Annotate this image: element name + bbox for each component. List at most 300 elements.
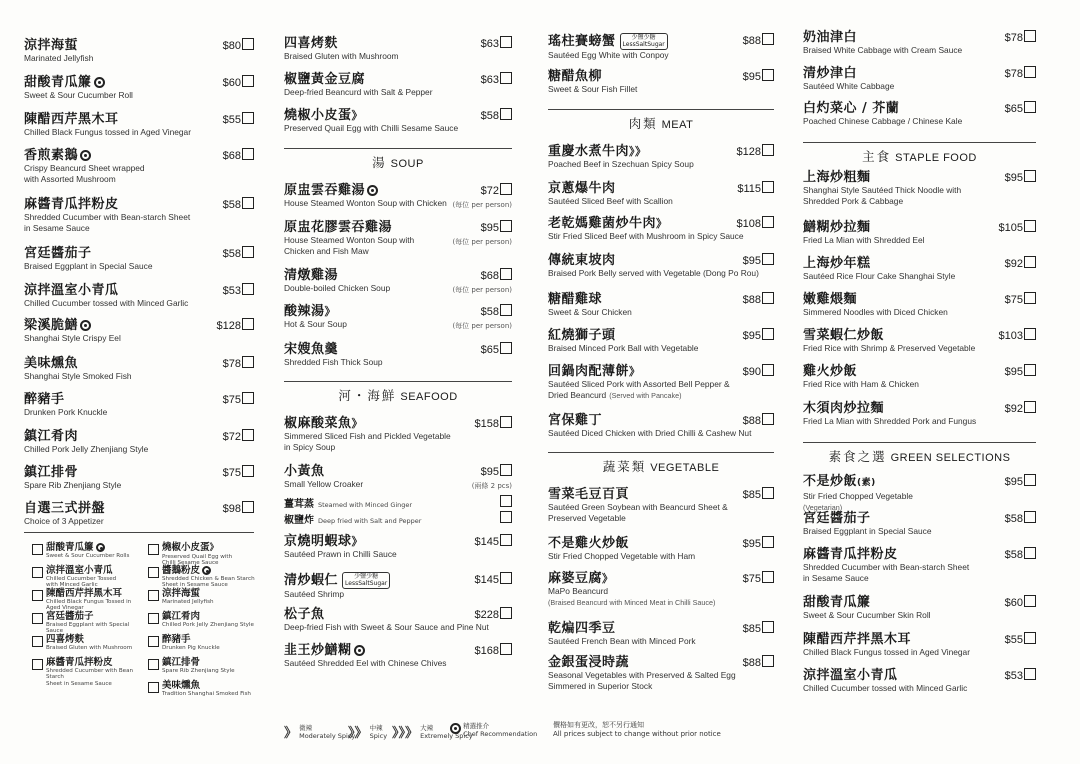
dish-name-en: Shredded Fish Thick Soup bbox=[284, 357, 383, 367]
dish-name-zh-text: 清炒蝦仁 bbox=[284, 573, 339, 588]
dish-name-zh bbox=[548, 253, 774, 268]
price-with-checkbox bbox=[1005, 511, 1036, 525]
dish-name-zh-text: 松子魚 bbox=[284, 607, 325, 622]
menu-item-appetizer-10 bbox=[24, 392, 254, 418]
order-checkbox[interactable] bbox=[1024, 256, 1036, 268]
order-checkbox[interactable] bbox=[1024, 511, 1036, 523]
price-with-checkbox bbox=[1005, 632, 1036, 646]
dish-name-en: Sweet & Sour Cucumber Skin Roll bbox=[803, 610, 931, 620]
price: $65 bbox=[1004, 103, 1023, 115]
price-with-checkbox bbox=[737, 144, 774, 158]
order-checkbox[interactable] bbox=[762, 144, 774, 156]
dish-name-zh bbox=[548, 536, 774, 551]
menu-item-appetizer-5 bbox=[24, 197, 254, 233]
price-with-checkbox bbox=[743, 536, 774, 550]
order-checkbox[interactable] bbox=[242, 356, 254, 368]
choice-name-en: Shredded Chicken & Bean Starch bbox=[162, 576, 255, 582]
dish-name-zh bbox=[284, 268, 512, 283]
choice-checkbox[interactable] bbox=[148, 682, 159, 693]
menu-item-soup-1 bbox=[284, 183, 512, 209]
dish-name-en-line2: Simmered in Superior Stock bbox=[548, 680, 653, 691]
section-divider bbox=[284, 381, 512, 382]
menu-item-appetizer-2 bbox=[24, 75, 254, 101]
price: $58 bbox=[1004, 549, 1023, 561]
price-disclaimer bbox=[553, 721, 721, 739]
dish-name-en: Small Yellow Croaker bbox=[284, 479, 364, 489]
price: $55 bbox=[1004, 634, 1023, 646]
order-checkbox[interactable] bbox=[1024, 364, 1036, 376]
choice-checkbox[interactable] bbox=[32, 659, 43, 670]
menu-item-green-6 bbox=[803, 668, 1036, 694]
appetizer-choice-6 bbox=[148, 588, 260, 605]
price: $88 bbox=[742, 415, 761, 427]
menu-item-appetizer-4 bbox=[24, 148, 254, 184]
dish-name-zh-text: 涼拌溫室小青瓜 bbox=[803, 668, 898, 683]
choice-checkbox[interactable] bbox=[148, 544, 159, 555]
order-checkbox[interactable] bbox=[762, 33, 774, 45]
dish-name-zh bbox=[548, 364, 774, 379]
chili-extra-icon: 》》》 bbox=[392, 726, 419, 741]
choice-checkbox[interactable] bbox=[148, 567, 159, 578]
dish-name-en-line2: Dried Beancurd bbox=[548, 389, 607, 400]
dish-name-en: Stir Fried Chopped Vegetable with Ham bbox=[548, 551, 696, 561]
dish-name-zh-text: 糖醋魚柳 bbox=[548, 69, 603, 84]
dish-name-zh-text: 甜酸青瓜簾 bbox=[24, 75, 92, 90]
price-with-checkbox bbox=[223, 38, 254, 52]
order-checkbox[interactable] bbox=[1024, 170, 1036, 182]
choice-name-en: Tradition Shanghai Smoked Fish bbox=[162, 691, 251, 697]
order-checkbox[interactable] bbox=[1024, 474, 1036, 486]
price-with-checkbox bbox=[223, 465, 254, 479]
dish-name-zh-text: 宮廷醬茄子 bbox=[24, 246, 92, 261]
menu-item-staple-3 bbox=[803, 256, 1036, 282]
order-checkbox[interactable] bbox=[762, 536, 774, 548]
dish-name-zh bbox=[803, 511, 1036, 526]
order-checkbox[interactable] bbox=[1024, 547, 1036, 559]
price-with-checkbox bbox=[1005, 474, 1036, 488]
order-checkbox[interactable] bbox=[242, 197, 254, 209]
dish-name-zh bbox=[284, 36, 512, 51]
order-checkbox[interactable] bbox=[762, 69, 774, 81]
price-with-checkbox bbox=[223, 246, 254, 260]
appetizer-choice-5 bbox=[32, 588, 144, 612]
legend-mild bbox=[284, 722, 355, 741]
chili-icon: 》 bbox=[629, 365, 641, 378]
dish-name-zh bbox=[284, 342, 512, 357]
price: $55 bbox=[222, 114, 241, 126]
appetizer-choice-7 bbox=[32, 611, 144, 635]
dish-name-zh-text: 上海炒年糕 bbox=[803, 256, 871, 271]
order-checkbox[interactable] bbox=[500, 342, 512, 354]
choice-checkbox[interactable] bbox=[32, 613, 43, 624]
order-checkbox[interactable] bbox=[500, 572, 512, 584]
choice-name-zh: 麻醬青瓜拌粉皮 bbox=[46, 657, 113, 668]
menu-item-cabbage-2 bbox=[803, 66, 1036, 92]
dish-name-zh-text: 嫩雞煨麵 bbox=[803, 292, 858, 307]
menu-item-vegetable-2 bbox=[548, 536, 774, 562]
choice-checkbox[interactable] bbox=[148, 590, 159, 601]
price: $78 bbox=[222, 358, 241, 370]
option-checkbox[interactable] bbox=[500, 511, 512, 523]
order-checkbox[interactable] bbox=[762, 216, 774, 228]
option-name-en: Steamed with Minced Ginger bbox=[318, 501, 413, 509]
dish-name-en: Stir Fried Chopped Vegetable bbox=[803, 491, 913, 501]
choice-name-zh: 美味燻魚 bbox=[162, 680, 201, 691]
dish-name-zh bbox=[24, 148, 254, 163]
order-checkbox[interactable] bbox=[242, 246, 254, 258]
dish-name-en: Sautéed Shrimp bbox=[284, 589, 345, 599]
dish-name-en: Sautéed Diced Chicken with Dried Chilli & Cashew Nut bbox=[548, 428, 752, 438]
price-with-checkbox bbox=[223, 356, 254, 370]
dish-name-en: Shanghai Style Crispy Eel bbox=[24, 333, 121, 343]
dish-name-zh bbox=[284, 72, 512, 87]
section-heading-meat bbox=[548, 114, 774, 132]
dish-name-en-line2: with Assorted Mushroom bbox=[24, 173, 116, 184]
less-salt-sugar-en: LessSaltSugar bbox=[345, 579, 388, 587]
choice-name-en-line2: Sheet in Sesame Sauce bbox=[162, 582, 228, 589]
dish-name-en: Shanghai Style Smoked Fish bbox=[24, 371, 132, 381]
price: $115 bbox=[737, 183, 761, 195]
order-checkbox[interactable] bbox=[500, 108, 512, 120]
order-checkbox[interactable] bbox=[1024, 292, 1036, 304]
price-with-checkbox bbox=[737, 216, 774, 230]
price: $95 bbox=[480, 466, 499, 478]
choice-checkbox[interactable] bbox=[32, 590, 43, 601]
dish-name-en: Chilled Black Fungus tossed in Aged Vinegar bbox=[803, 647, 970, 657]
chef-recommendation-icon bbox=[367, 185, 378, 196]
choice-name-en: Spare Rib Zhenjiang Style bbox=[162, 668, 235, 674]
dish-name-en: Marinated Jellyfish bbox=[24, 53, 94, 63]
dish-name-zh-text: 美味燻魚 bbox=[24, 356, 79, 371]
legend-chef-en: Chef Recommendation bbox=[463, 730, 538, 738]
dish-name-zh bbox=[803, 292, 1036, 307]
section-heading-vegetable bbox=[548, 457, 774, 475]
order-checkbox[interactable] bbox=[242, 429, 254, 441]
dish-name-zh-text: 麻婆豆腐 bbox=[548, 571, 603, 586]
dish-name-zh-text: 陳醋西芹拌黑木耳 bbox=[803, 632, 912, 647]
price: $108 bbox=[736, 218, 761, 230]
order-checkbox[interactable] bbox=[1024, 101, 1036, 113]
price-with-checkbox bbox=[743, 487, 774, 501]
order-checkbox[interactable] bbox=[1024, 632, 1036, 644]
order-checkbox[interactable] bbox=[762, 181, 774, 193]
dish-name-en: Sautéed Egg White with Conpoy bbox=[548, 50, 669, 60]
price: $58 bbox=[480, 110, 499, 122]
dish-name-zh-text: 酸辣湯 bbox=[284, 304, 325, 319]
dish-name-en: Sautéed Green Soybean with Beancurd Sheet & bbox=[548, 502, 728, 512]
price-with-checkbox bbox=[743, 292, 774, 306]
choice-checkbox[interactable] bbox=[32, 636, 43, 647]
chili-mild-icon: 》 bbox=[284, 726, 298, 741]
menu-item-appetizer-8 bbox=[24, 318, 254, 344]
order-checkbox[interactable] bbox=[1024, 401, 1036, 413]
order-checkbox[interactable] bbox=[242, 318, 254, 330]
dish-name-zh-text: 鱔糊炒拉麵 bbox=[803, 220, 871, 235]
order-checkbox[interactable] bbox=[500, 416, 512, 428]
order-checkbox[interactable] bbox=[500, 464, 512, 476]
dish-name-en: House Steamed Wonton Soup with bbox=[284, 235, 415, 245]
order-checkbox[interactable] bbox=[1024, 66, 1036, 78]
section-heading-en: MEAT bbox=[661, 119, 694, 131]
dish-name-en: Simmered Sliced Fish and Pickled Vegetable bbox=[284, 431, 451, 441]
order-checkbox[interactable] bbox=[242, 112, 254, 124]
dish-name-zh bbox=[24, 429, 254, 444]
portion-note: (每位 per person) bbox=[452, 201, 512, 209]
order-checkbox[interactable] bbox=[762, 364, 774, 376]
choice-name-zh: 涼拌海蜇 bbox=[162, 588, 201, 599]
price: $158 bbox=[474, 418, 499, 430]
choice-checkbox[interactable] bbox=[148, 613, 159, 624]
price: $75 bbox=[222, 467, 241, 479]
section-heading-zh: 主食 bbox=[862, 149, 892, 164]
chili-icon: 》 bbox=[602, 572, 614, 585]
order-checkbox[interactable] bbox=[762, 413, 774, 425]
menu-item-appetizer-9 bbox=[24, 356, 254, 382]
menu-item-fish-2 bbox=[548, 69, 774, 95]
dish-name-zh-text: 木須肉炒拉麵 bbox=[803, 401, 885, 416]
price-with-checkbox bbox=[217, 318, 254, 332]
order-checkbox[interactable] bbox=[242, 148, 254, 160]
price-with-checkbox bbox=[743, 655, 774, 669]
price: $128 bbox=[736, 146, 761, 158]
choice-name-zh: 醉豬手 bbox=[162, 634, 191, 645]
dish-name-zh bbox=[548, 413, 774, 428]
dish-name-zh-text: 小黃魚 bbox=[284, 464, 325, 479]
price-with-checkbox bbox=[743, 571, 774, 585]
price: $85 bbox=[742, 489, 761, 501]
menu-item-soup-3 bbox=[284, 268, 512, 294]
dish-name-en: Deep-fried Beancurd with Salt & Pepper bbox=[284, 87, 433, 97]
choice-checkbox[interactable] bbox=[32, 567, 43, 578]
order-checkbox[interactable] bbox=[500, 607, 512, 619]
order-checkbox[interactable] bbox=[762, 328, 774, 340]
choice-checkbox[interactable] bbox=[32, 544, 43, 555]
choice-name-zh: 燒椒小皮蛋 bbox=[162, 542, 210, 553]
menu-item-soup-4 bbox=[284, 304, 512, 330]
appetizer-choice-10 bbox=[148, 634, 260, 651]
order-checkbox[interactable] bbox=[1024, 668, 1036, 680]
chili-icon: 》 bbox=[656, 217, 668, 230]
appetizer-choice-8 bbox=[148, 611, 260, 628]
menu-item-appetizer-12 bbox=[24, 465, 254, 491]
section-heading-en: SOUP bbox=[390, 158, 424, 170]
dish-name-zh-text: 韭王炒鱔糊 bbox=[284, 643, 352, 658]
price: $168 bbox=[474, 645, 499, 657]
order-checkbox[interactable] bbox=[1024, 30, 1036, 42]
menu-item-appetizer-3 bbox=[24, 112, 254, 138]
order-checkbox[interactable] bbox=[500, 36, 512, 48]
dish-name-en: MaPo Beancurd bbox=[548, 586, 609, 596]
price: $75 bbox=[222, 394, 241, 406]
price-with-checkbox bbox=[481, 268, 512, 282]
choice-name-zh: 宮廷醬茄子 bbox=[46, 611, 94, 622]
price: $95 bbox=[1004, 476, 1023, 488]
dish-name-zh-text: 甜酸青瓜簾 bbox=[803, 595, 871, 610]
price-with-checkbox bbox=[475, 534, 512, 548]
order-checkbox[interactable] bbox=[762, 571, 774, 583]
price: $88 bbox=[742, 657, 761, 669]
section-divider bbox=[803, 442, 1036, 443]
dish-name-zh-text: 重慶水煮牛肉 bbox=[548, 144, 630, 159]
dish-name-zh bbox=[803, 66, 1036, 81]
dish-name-zh-text: 醉豬手 bbox=[24, 392, 65, 407]
menu-item-vegetable-1 bbox=[548, 487, 774, 523]
price: $53 bbox=[222, 285, 241, 297]
section-heading-en: SEAFOOD bbox=[400, 391, 458, 403]
dish-name-zh-text: 奶油津白 bbox=[803, 30, 858, 45]
dish-name-zh bbox=[24, 197, 254, 212]
section-heading-staple-food bbox=[803, 147, 1036, 165]
price: $63 bbox=[480, 38, 499, 50]
dish-name-en: Sautéed French Bean with Minced Pork bbox=[548, 636, 696, 646]
order-checkbox[interactable] bbox=[762, 621, 774, 633]
dish-name-zh-text: 鎮江肴肉 bbox=[24, 429, 79, 444]
menu-item-cabbage-1 bbox=[803, 30, 1036, 56]
choice-name-en: Braised Eggplant with Special Sauce bbox=[46, 622, 130, 635]
dish-name-zh bbox=[803, 474, 1036, 491]
choice-name-zh: 陳醋西芹拌黑木耳 bbox=[46, 588, 123, 599]
menu-item-soup-2 bbox=[284, 220, 512, 256]
price: $60 bbox=[1004, 597, 1023, 609]
dish-name-zh-text: 椒麻酸菜魚 bbox=[284, 416, 352, 431]
dish-name-zh-text: 香煎素鵝 bbox=[24, 148, 79, 163]
dish-name-en: Chilled Cucumber tossed with Minced Garlic bbox=[803, 683, 968, 693]
price: $95 bbox=[742, 71, 761, 83]
choice-checkbox[interactable] bbox=[148, 659, 159, 670]
order-checkbox[interactable] bbox=[1024, 328, 1036, 340]
section-heading-green-selections bbox=[803, 447, 1036, 465]
order-checkbox[interactable] bbox=[242, 501, 254, 513]
menu-item-meat-2 bbox=[548, 181, 774, 207]
menu-item-vegetable-4 bbox=[548, 621, 774, 647]
menu-item-staple-5 bbox=[803, 328, 1036, 354]
appetizer-choice-3 bbox=[32, 565, 144, 589]
order-checkbox[interactable] bbox=[500, 534, 512, 546]
dish-name-zh-text: 燒椒小皮蛋 bbox=[284, 108, 352, 123]
chef-recommendation-icon bbox=[96, 543, 105, 552]
menu-item-staple-7 bbox=[803, 401, 1036, 427]
dish-name-zh-text: 上海炒粗麵 bbox=[803, 170, 871, 185]
dish-name-en-line2: in Spicy Soup bbox=[284, 441, 336, 452]
dish-name-en: Fried Rice with Shrimp & Preserved Vegetable bbox=[803, 343, 976, 353]
menu-item-cold-dish-2 bbox=[284, 72, 512, 98]
dish-name-en-line2: Chicken and Fish Maw bbox=[284, 245, 369, 256]
portion-note: (兩條 2 pcs) bbox=[471, 482, 512, 490]
price-with-checkbox bbox=[481, 342, 512, 356]
dish-name-en: Braised Eggplant in Special Sauce bbox=[803, 526, 932, 536]
order-checkbox[interactable] bbox=[242, 392, 254, 404]
choice-name-zh: 涼拌溫室小青瓜 bbox=[46, 565, 113, 576]
dish-name-zh bbox=[284, 183, 512, 198]
menu-item-fish-1 bbox=[548, 33, 774, 61]
price: $95 bbox=[742, 330, 761, 342]
portion-note: (每位 per person) bbox=[452, 322, 512, 330]
price-with-checkbox bbox=[223, 75, 254, 89]
menu-item-appetizer-6 bbox=[24, 246, 254, 272]
price: $92 bbox=[1004, 403, 1023, 415]
order-checkbox[interactable] bbox=[500, 220, 512, 232]
order-checkbox[interactable] bbox=[1024, 220, 1036, 232]
price-with-checkbox bbox=[1005, 101, 1036, 115]
disclaimer-en: All prices subject to change without prior notice bbox=[553, 730, 721, 738]
choice-name-en-line2: Chilli Sesame Sauce bbox=[162, 560, 219, 567]
order-checkbox[interactable] bbox=[762, 655, 774, 667]
order-checkbox[interactable] bbox=[500, 72, 512, 84]
order-checkbox[interactable] bbox=[1024, 595, 1036, 607]
dish-name-en: Choice of 3 Appetizer bbox=[24, 516, 104, 526]
dish-name-en: Hot & Sour Soup bbox=[284, 319, 347, 329]
dish-name-en-note: (Braised Beancurd with Minced Meat in Chilli Sauce) bbox=[548, 597, 716, 607]
price-with-checkbox bbox=[1005, 668, 1036, 682]
price: $60 bbox=[222, 77, 241, 89]
dish-name-en: Stir Fried Sliced Beef with Mushroom in Spicy Sauce bbox=[548, 231, 744, 241]
dish-name-zh-text: 傳統東坡肉 bbox=[548, 253, 616, 268]
order-checkbox[interactable] bbox=[242, 283, 254, 295]
price: $72 bbox=[222, 431, 241, 443]
option-checkbox[interactable] bbox=[500, 495, 512, 507]
dish-name-zh-text: 金銀蛋浸時蔬 bbox=[548, 655, 630, 670]
section-divider bbox=[803, 142, 1036, 143]
menu-item-appetizer-1 bbox=[24, 38, 254, 64]
price: $58 bbox=[1004, 513, 1023, 525]
dish-name-en: Fried La Mian with Shredded Eel bbox=[803, 235, 925, 245]
dish-name-zh-text: 麻醬青瓜拌粉皮 bbox=[803, 547, 898, 562]
dish-name-en: Poached Beef in Szechuan Spicy Soup bbox=[548, 159, 694, 169]
choice-checkbox[interactable] bbox=[148, 636, 159, 647]
price-with-checkbox bbox=[737, 181, 774, 195]
chef-recommendation-icon bbox=[94, 77, 105, 88]
choice-name-zh: 鎮江肴肉 bbox=[162, 611, 201, 622]
order-checkbox[interactable] bbox=[242, 75, 254, 87]
dish-name-en: Sweet & Sour Fish Fillet bbox=[548, 84, 638, 94]
dish-name-en: Braised Pork Belly served with Vegetable (Dong Po Rou) bbox=[548, 268, 759, 278]
order-checkbox[interactable] bbox=[762, 487, 774, 499]
menu-item-meat-3 bbox=[548, 216, 774, 242]
order-checkbox[interactable] bbox=[762, 292, 774, 304]
dish-name-en: Double-boiled Chicken Soup bbox=[284, 283, 391, 293]
dish-name-zh-text: 原盅花膠雲吞雞湯 bbox=[284, 220, 393, 235]
chili-icon: 》 bbox=[351, 417, 364, 430]
chili-icon: 》 bbox=[324, 305, 337, 318]
appetizer-choice-11 bbox=[32, 657, 144, 687]
order-checkbox[interactable] bbox=[500, 183, 512, 195]
price: $98 bbox=[222, 503, 241, 515]
choice-name-en: Chilled Black Fungus Tossed in bbox=[46, 599, 132, 605]
order-checkbox[interactable] bbox=[500, 268, 512, 280]
dish-name-zh-text: 原盅雲吞雞湯 bbox=[284, 183, 366, 198]
menu-item-meat-8 bbox=[548, 413, 774, 439]
portion-note: (每位 per person) bbox=[452, 286, 512, 294]
order-checkbox[interactable] bbox=[500, 304, 512, 316]
price-with-checkbox bbox=[743, 253, 774, 267]
price-with-checkbox bbox=[743, 413, 774, 427]
menu-item-appetizer-13 bbox=[24, 501, 254, 527]
price-with-checkbox bbox=[481, 464, 512, 478]
dish-name-zh bbox=[284, 220, 512, 235]
order-checkbox[interactable] bbox=[500, 643, 512, 655]
order-checkbox[interactable] bbox=[242, 38, 254, 50]
dish-name-en: Chilled Cucumber tossed with Minced Garlic bbox=[24, 298, 189, 308]
dish-name-zh bbox=[548, 571, 774, 586]
dish-name-en: Sautéed Sliced Pork with Assorted Bell Pepper & bbox=[548, 379, 730, 389]
order-checkbox[interactable] bbox=[242, 465, 254, 477]
dish-name-zh bbox=[803, 101, 1036, 116]
price: $53 bbox=[1004, 670, 1023, 682]
choice-name-en: Chilled Pork Jelly Zhenjiang Style bbox=[162, 622, 254, 628]
dish-name-zh-text: 不是雞火炒飯 bbox=[548, 536, 630, 551]
order-checkbox[interactable] bbox=[762, 253, 774, 265]
dish-name-en: Chilled Black Fungus tossed in Aged Vinegar bbox=[24, 127, 191, 137]
